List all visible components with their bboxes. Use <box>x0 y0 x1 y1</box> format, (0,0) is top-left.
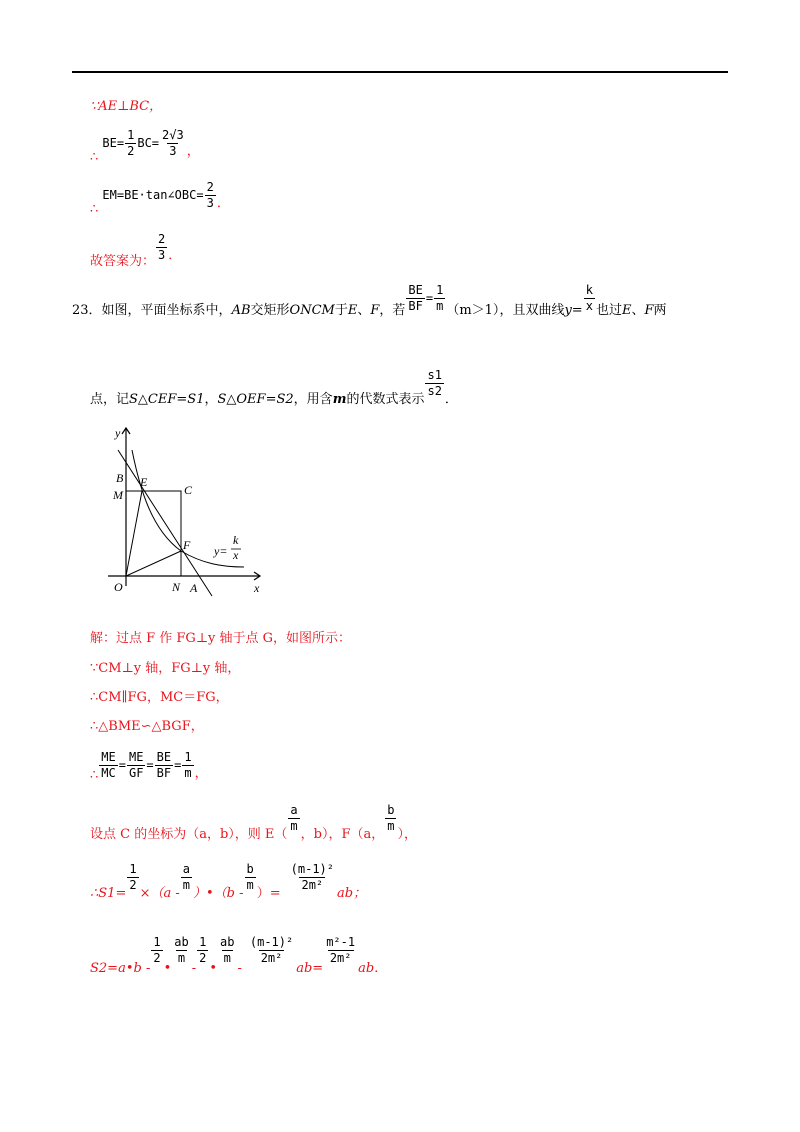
be-equation: ∴ BE= $\frac{1}{2}$ BC= $\frac{2√3}{3}$ ， <box>90 128 200 165</box>
coordinate-line: 设点 C 的坐标为（a，b），则 E（ $\frac{a}{m}$ ，b），F（a， $\frac{b}{m}$ ）， <box>90 803 417 842</box>
solution-line3: ∴CM∥FG，MC＝FG， <box>90 690 229 705</box>
segment-of <box>126 551 181 576</box>
half-fraction-s2a: $\frac{1}{2}$ <box>153 935 161 965</box>
curve-label-y: y= <box>214 544 228 558</box>
half-fraction-s2b: $\frac{1}{2}$ <box>199 935 207 965</box>
label-x: x <box>254 581 260 595</box>
em-label: EM=BE·tan∠OBC= <box>102 188 204 202</box>
me-mc-fraction: $\frac{ME}{MC}$ <box>101 750 116 780</box>
s2-line: S2=a•b - $\frac{1}{2}$ • $\frac{ab}{m}$ - $\frac{1}{2}$ • $\frac{ab}{m}$ - $\frac{\text{(m-1)²}}{\text{2m²}}$ ab= $\frac{\text{m²-1}}{\text{2m²}}$ ab． <box>90 935 388 976</box>
label-a: A <box>190 581 198 595</box>
half-fraction: $\frac{1}{2}$ <box>127 128 135 158</box>
problem-23-line2: 点，记S△CEF=S1，S△OEF=S2，用含m的代数式表示 $\frac{s1}{s2}$ ． <box>90 368 458 407</box>
label-m: M <box>113 488 123 502</box>
ab-m-fraction-2: $\frac{ab}{m}$ <box>220 935 235 965</box>
s1-result-fraction: $\frac{\text{(m-1)²}}{\text{2m²}}$ <box>290 862 334 892</box>
solution-line2: ∵CM⊥y 轴，FG⊥y 轴， <box>90 661 241 676</box>
be-label: BE= <box>102 136 125 150</box>
label-y: y <box>115 426 121 440</box>
therefore-symbol: ∴ <box>90 202 99 217</box>
half-fraction-s1: $\frac{1}{2}$ <box>129 862 137 892</box>
segment-oe <box>126 491 142 576</box>
em-value-fraction: $\frac{2}{3}$ <box>206 180 214 210</box>
label-o: O <box>114 580 123 594</box>
s2-result-fraction: $\frac{\text{m²-1}}{\text{2m²}}$ <box>326 935 356 965</box>
label-b: B <box>116 471 124 485</box>
s2-term-fraction: $\frac{\text{(m-1)²}}{\text{2m²}}$ <box>249 935 294 965</box>
k-over-x: $\frac{k}{x}$ <box>585 283 593 313</box>
solution-line4: ∴△BME∽△BGF， <box>90 719 204 734</box>
problem-number: 23． <box>72 303 102 318</box>
answer-line: 故答案为： $\frac{2}{3}$ ． <box>90 232 182 269</box>
curve-label-k: k <box>233 533 239 547</box>
bc-label: BC= <box>137 136 160 150</box>
problem-23-line1: 23．如图，平面坐标系中，AB交矩形ONCM于E、F，若 $\frac{BE}{BF}$ = $\frac{1}{m}$ （m＞1），且双曲线y= $\frac{k}{x}$ 也过E、F两 <box>72 283 667 318</box>
answer-prefix: 故答案为： <box>90 254 156 269</box>
be-bf-ratio: $\frac{BE}{BF}$ <box>408 283 423 313</box>
be-value-fraction: $\frac{2√3}{3}$ <box>162 128 184 158</box>
label-e: E <box>140 475 148 489</box>
header-rule <box>72 71 728 73</box>
solution-line1: 解：过点 F 作 FG⊥y 轴于点 G，如图所示： <box>90 631 352 646</box>
a-m-fraction: $\frac{a}{m}$ <box>182 862 190 892</box>
one-over-m: $\frac{1}{m}$ <box>436 283 444 313</box>
answer-fraction: $\frac{2}{3}$ <box>158 232 166 262</box>
a-over-m: $\frac{a}{m}$ <box>290 803 298 833</box>
curve-label-x: x <box>233 548 239 562</box>
s1-line: ∴S1= $\frac{1}{2}$ ×（a - $\frac{a}{m}$ ）•（b - $\frac{b}{m}$ ）= $\frac{\text{(m-1)²}}{\text{2m²}}$ ab； <box>90 862 367 901</box>
ratio-chain: ∴ $\frac{ME}{MC}$ = $\frac{ME}{GF}$ = $\frac{BE}{BF}$ = $\frac{1}{m}$ ， <box>90 750 208 783</box>
coordinate-figure <box>88 420 268 600</box>
one-m-fraction: $\frac{1}{m}$ <box>184 750 192 780</box>
because-ae-perp-bc: ∵AE⊥BC， <box>90 99 163 114</box>
b-over-m: $\frac{b}{m}$ <box>387 803 395 833</box>
be-bf-fraction: $\frac{BE}{BF}$ <box>156 750 172 780</box>
b-m-fraction: $\frac{b}{m}$ <box>246 862 254 892</box>
me-gf-fraction: $\frac{ME}{GF}$ <box>128 750 144 780</box>
ab-m-fraction-1: $\frac{ab}{m}$ <box>174 935 189 965</box>
label-f: F <box>183 538 191 552</box>
therefore-symbol: ∴ <box>90 150 99 165</box>
s1-over-s2: $\frac{s1}{s2}$ <box>427 368 442 398</box>
line-ab <box>118 450 212 596</box>
em-equation: ∴ EM=BE·tan∠OBC= $\frac{2}{3}$ ． <box>90 180 230 217</box>
label-n: N <box>172 580 181 594</box>
label-c: C <box>184 483 193 497</box>
